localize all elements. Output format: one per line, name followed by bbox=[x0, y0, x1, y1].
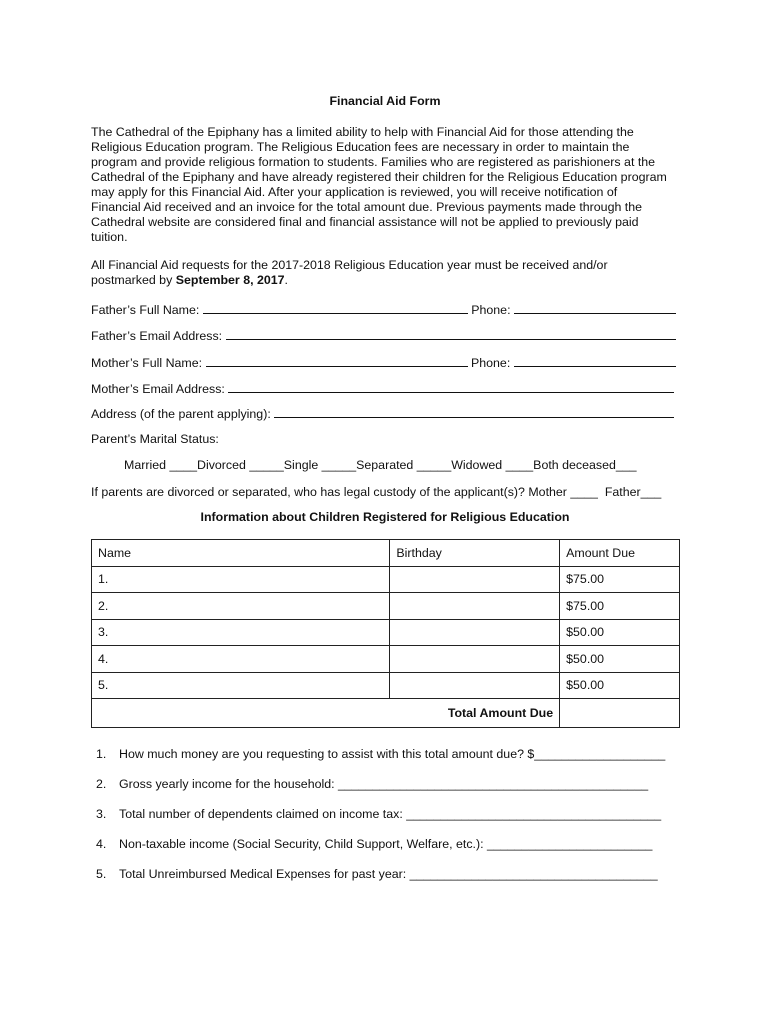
column-header-birthday: Birthday bbox=[390, 540, 560, 567]
child-amount-cell: $50.00 bbox=[560, 646, 680, 673]
intro-line: Financial Aid received and an invoice for the total amount due. Previous payments made through the bbox=[91, 200, 643, 214]
deadline-prefix: postmarked by bbox=[91, 273, 176, 287]
question-text: Gross yearly income for the household: _____________________________________________ bbox=[119, 777, 649, 791]
column-header-amount-due: Amount Due bbox=[560, 540, 680, 567]
fathers-name-label: Father’s Full Name: bbox=[91, 303, 203, 317]
intro-paragraph bbox=[91, 125, 681, 245]
question-number: 4. bbox=[96, 837, 107, 851]
deadline-suffix: . bbox=[284, 273, 288, 287]
child-birthday-cell[interactable] bbox=[390, 593, 560, 620]
total-amount-due-field[interactable] bbox=[560, 699, 680, 728]
question-number: 2. bbox=[96, 777, 107, 791]
child-birthday-cell[interactable] bbox=[390, 619, 560, 646]
mothers-phone-field[interactable] bbox=[514, 355, 676, 367]
marital-status-options[interactable]: Married ____Divorced _____Single _____Separated _____Widowed ____Both deceased___ bbox=[124, 458, 637, 472]
child-name-cell[interactable]: 2. bbox=[92, 593, 390, 620]
mothers-name-row bbox=[91, 355, 676, 371]
form-title: Financial Aid Form bbox=[329, 94, 441, 108]
child-birthday-cell[interactable] bbox=[390, 646, 560, 673]
question-text: How much money are you requesting to assist with this total amount due? $___________________ bbox=[119, 747, 666, 761]
marital-status-label: Parent’s Marital Status: bbox=[91, 432, 219, 446]
fathers-name-field[interactable] bbox=[203, 302, 468, 314]
intro-line: Religious Education program. The Religious Education fees are necessary in order to maintain the bbox=[91, 140, 630, 154]
intro-line: tuition. bbox=[91, 230, 128, 244]
question-item[interactable] bbox=[96, 777, 648, 792]
table-row bbox=[92, 593, 680, 620]
fathers-phone-field[interactable] bbox=[514, 302, 676, 314]
deadline-line: All Financial Aid requests for the 2017-2018 Religious Education year must be received and/or bbox=[91, 258, 608, 272]
question-item[interactable] bbox=[96, 807, 661, 822]
address-row bbox=[91, 406, 674, 422]
child-name-cell[interactable]: 5. bbox=[92, 672, 390, 699]
mothers-name-label: Mother’s Full Name: bbox=[91, 356, 206, 370]
child-name-cell[interactable]: 4. bbox=[92, 646, 390, 673]
child-amount-cell: $75.00 bbox=[560, 566, 680, 593]
question-text: Total Unreimbursed Medical Expenses for past year: ____________________________________ bbox=[119, 867, 658, 881]
deadline-date: September 8, 2017 bbox=[175, 273, 285, 287]
table-row bbox=[92, 646, 680, 673]
question-number: 3. bbox=[96, 807, 107, 821]
table-row bbox=[92, 619, 680, 646]
deadline-paragraph bbox=[91, 258, 681, 288]
fathers-email-field[interactable] bbox=[226, 328, 676, 340]
mothers-name-field[interactable] bbox=[206, 355, 468, 367]
children-table bbox=[91, 539, 680, 728]
question-item[interactable] bbox=[96, 837, 652, 852]
child-amount-cell: $75.00 bbox=[560, 593, 680, 620]
column-header-name: Name bbox=[92, 540, 390, 567]
child-birthday-cell[interactable] bbox=[390, 672, 560, 699]
table-row bbox=[92, 672, 680, 699]
custody-question[interactable]: If parents are divorced or separated, who has legal custody of the applicant(s)? Mother ____ Father___ bbox=[91, 485, 662, 499]
intro-line: Cathedral of the Epiphany and have already registered their children for the Religious Education program bbox=[91, 170, 667, 184]
intro-line: program and provide religious formation to students. Families who are registered as parishioners at the bbox=[91, 155, 656, 169]
child-amount-cell: $50.00 bbox=[560, 672, 680, 699]
fathers-email-label: Father’s Email Address: bbox=[91, 329, 226, 343]
question-text: Non-taxable income (Social Security, Child Support, Welfare, etc.): ________________________ bbox=[119, 837, 653, 851]
total-row bbox=[92, 699, 680, 728]
mothers-email-row bbox=[91, 381, 674, 397]
address-field[interactable] bbox=[274, 406, 674, 418]
deadline-line-2 bbox=[91, 273, 681, 288]
child-amount-cell: $50.00 bbox=[560, 619, 680, 646]
question-number: 5. bbox=[96, 867, 107, 881]
question-item[interactable] bbox=[96, 867, 658, 882]
child-birthday-cell[interactable] bbox=[390, 566, 560, 593]
question-text: Total number of dependents claimed on income tax: _____________________________________ bbox=[119, 807, 662, 821]
mothers-email-field[interactable] bbox=[228, 381, 674, 393]
children-section-heading: Information about Children Registered for Religious Education bbox=[200, 510, 570, 524]
question-item[interactable] bbox=[96, 747, 665, 762]
fathers-email-row bbox=[91, 328, 676, 344]
fathers-phone-label: Phone: bbox=[467, 303, 514, 317]
total-amount-due-label: Total Amount Due bbox=[92, 699, 560, 728]
question-number: 1. bbox=[96, 747, 107, 761]
table-header-row bbox=[92, 540, 680, 567]
child-name-cell[interactable]: 3. bbox=[92, 619, 390, 646]
mothers-phone-label: Phone: bbox=[467, 356, 514, 370]
fathers-name-row bbox=[91, 302, 676, 318]
address-label: Address (of the parent applying): bbox=[91, 407, 275, 421]
intro-line: Cathedral website are considered final and financial assistance will not be applied to previously paid bbox=[91, 215, 639, 229]
mothers-email-label: Mother’s Email Address: bbox=[91, 382, 229, 396]
intro-line: may apply for this Financial Aid. After your application is reviewed, you will receive notification of bbox=[91, 185, 618, 199]
child-name-cell[interactable]: 1. bbox=[92, 566, 390, 593]
table-row bbox=[92, 566, 680, 593]
intro-line: The Cathedral of the Epiphany has a limited ability to help with Financial Aid for those attending the bbox=[91, 125, 634, 139]
